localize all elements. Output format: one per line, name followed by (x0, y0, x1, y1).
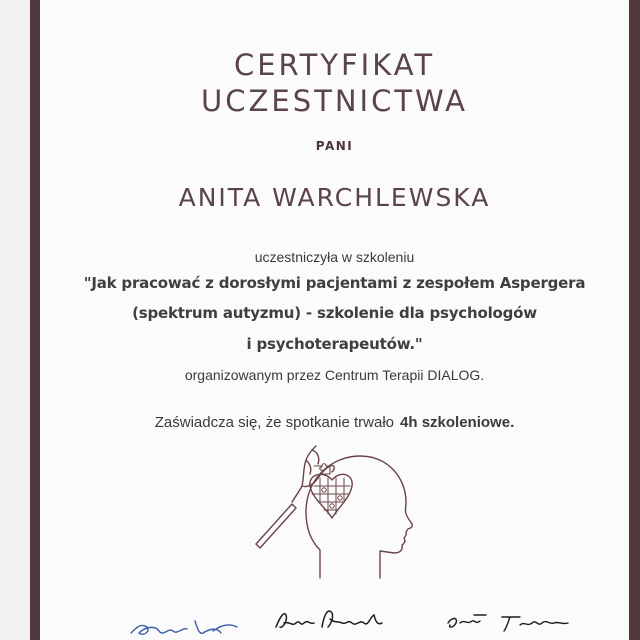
signature-anna-nowak (270, 597, 390, 640)
participation-text: uczestniczyła w szkoleniu (254, 249, 415, 265)
participant-name: ANITA WARCHLEWSKA (178, 183, 491, 212)
course-title-line2: (spektrum autyzmu) - szkolenie dla psychologów (132, 304, 537, 322)
organizer-text: organizowanym przez Centrum Terapii DIALOG. (184, 367, 485, 383)
duration-statement (40, 414, 629, 431)
course-title-line3: i psychoterapeutów." (246, 335, 423, 353)
signature-blue (125, 597, 245, 640)
salutation: PANI (315, 139, 354, 153)
frame-left (30, 0, 40, 640)
course-title-line1: "Jak pracować z dorosłymi pacjentami z zespołem Aspergera (83, 274, 586, 292)
frame-right (629, 0, 640, 640)
paper-edge (0, 0, 30, 640)
duration-prefix: Zaświadcza się, że spotkanie trwało (154, 414, 395, 431)
duration-value: 4h szkoleniowe. (400, 414, 515, 431)
head-with-puzzle-heart-icon (248, 438, 418, 586)
certificate-title-line2: UCZESTNICTWA (201, 84, 468, 118)
signature-third (440, 597, 575, 640)
certificate-title-line1: CERTYFIKAT (233, 48, 436, 82)
